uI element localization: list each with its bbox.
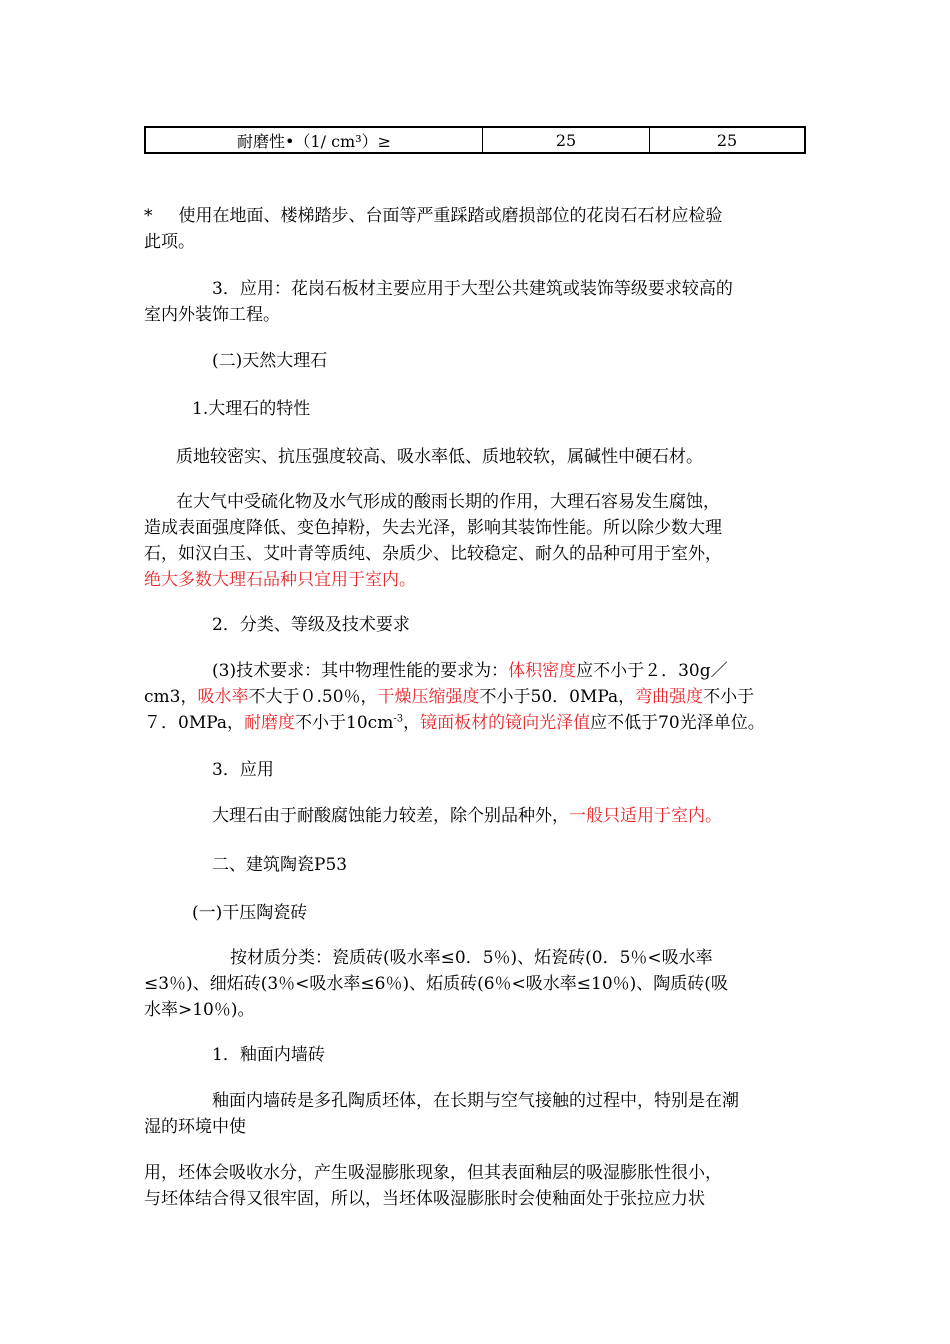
glaze-line-1: 釉面内墙砖是多孔陶质坯体，在长期与空气接触的过程中，特别是在潮 [212, 1091, 739, 1111]
tech-text: ７．0MPa， [144, 713, 245, 733]
heading-ceramics: 二、建筑陶瓷P53 [212, 855, 348, 875]
table-cell-value-1: 25 [483, 127, 650, 153]
footnote [144, 203, 806, 255]
paragraph-acid-rain [144, 489, 806, 593]
tech-superscript: -3 [393, 713, 404, 725]
paragraph-properties: 质地较密实、抗压强度较高、吸水率低、质地较软，属碱性中硬石材。 [176, 447, 703, 467]
tech-text: 应不小于２．30g／ [576, 661, 728, 681]
tech-text: ， [403, 713, 421, 733]
application-2-highlight: 一般只适用于室内。 [569, 806, 722, 826]
paragraph-technical-requirements [144, 658, 806, 736]
tech-highlight-compression: 干燥压缩强度 [377, 687, 480, 707]
continued-line-1: 用，坯体会吸收水分，产生吸湿膨胀现象，但其表面釉层的吸湿膨胀性很小， [144, 1163, 722, 1183]
table-cell-label: 耐磨性•（1/ cm³）≥ [145, 127, 483, 153]
tech-text: 不小于 [703, 687, 755, 707]
tech-highlight-absorption: 吸水率 [197, 687, 249, 707]
acid-line-4-highlight: 绝大多数大理石品种只宜用于室内。 [144, 570, 416, 590]
acid-line-2: 造成表面强度降低、变色掉粉，失去光泽，影响其装饰性能。所以除少数大理 [144, 518, 722, 538]
tech-text: 应不低于70光泽单位。 [590, 713, 765, 733]
tech-text: cm3， [144, 687, 198, 707]
application-line-1: 3．应用：花岗石板材主要应用于大型公共建筑或装饰等级要求较高的 [212, 279, 733, 299]
tech-highlight-gloss: 镜面板材的镜向光泽值 [420, 713, 591, 733]
glaze-line-2: 湿的环境中使 [144, 1117, 246, 1137]
paragraph-application-2 [144, 803, 806, 829]
tech-highlight-bending: 弯曲强度 [635, 687, 704, 707]
tile-line-2: ≤3％)、细炻砖(3％<吸水率≤6％)、炻质砖(6％<吸水率≤10％)、陶质砖(吸 [144, 974, 728, 994]
heading-glazed-tile: 1．釉面内墙砖 [212, 1045, 325, 1065]
footnote-text-2: 此项。 [144, 232, 195, 252]
heading-marble: (二)天然大理石 [212, 351, 328, 371]
table-cell-value-2: 25 [650, 127, 806, 153]
tech-text: 不大于０.50％， [248, 687, 378, 707]
application-2-text: 大理石由于耐酸腐蚀能力较差，除个别品种外， [212, 806, 569, 826]
heading-marble-properties: 1.大理石的特性 [192, 399, 311, 419]
heading-application-2: 3．应用 [212, 760, 274, 780]
heading-classification: 2．分类、等级及技术要求 [212, 615, 410, 635]
tech-text: (3)技术要求：其中物理性能的要求为： [212, 661, 509, 681]
paragraph-glazed-tile [144, 1088, 806, 1140]
tile-line-3: 水率>10％)。 [144, 1000, 255, 1020]
paragraph-application [144, 276, 806, 328]
continued-line-2: 与坯体结合得又很牢固，所以，当坯体吸湿膨胀时会使釉面处于张拉应力状 [144, 1189, 705, 1209]
application-line-2: 室内外装饰工程。 [144, 305, 280, 325]
spec-table [144, 126, 806, 154]
footnote-star: * [144, 206, 153, 226]
heading-dry-pressed-tile: (一)干压陶瓷砖 [192, 903, 308, 923]
tech-highlight-wear: 耐磨度 [244, 713, 296, 733]
tile-line-1: 按材质分类：瓷质砖(吸水率≤0．5％)、炻瓷砖(0．5％<吸水率 [230, 948, 713, 968]
table-row [145, 127, 805, 153]
paragraph-tile-classification [144, 945, 806, 1023]
tech-highlight-density: 体积密度 [508, 661, 577, 681]
tech-text: 不小于10cm [295, 713, 394, 733]
tech-text: 不小于50．0MPa， [479, 687, 636, 707]
acid-line-1: 在大气中受硫化物及水气形成的酸雨长期的作用，大理石容易发生腐蚀， [176, 492, 720, 512]
paragraph-continued [144, 1160, 806, 1212]
footnote-text-1: 使用在地面、楼梯踏步、台面等严重踩踏或磨损部位的花岗石石材应检验 [178, 206, 723, 226]
acid-line-3: 石，如汉白玉、艾叶青等质纯、杂质少、比较稳定、耐久的品种可用于室外， [144, 544, 722, 564]
